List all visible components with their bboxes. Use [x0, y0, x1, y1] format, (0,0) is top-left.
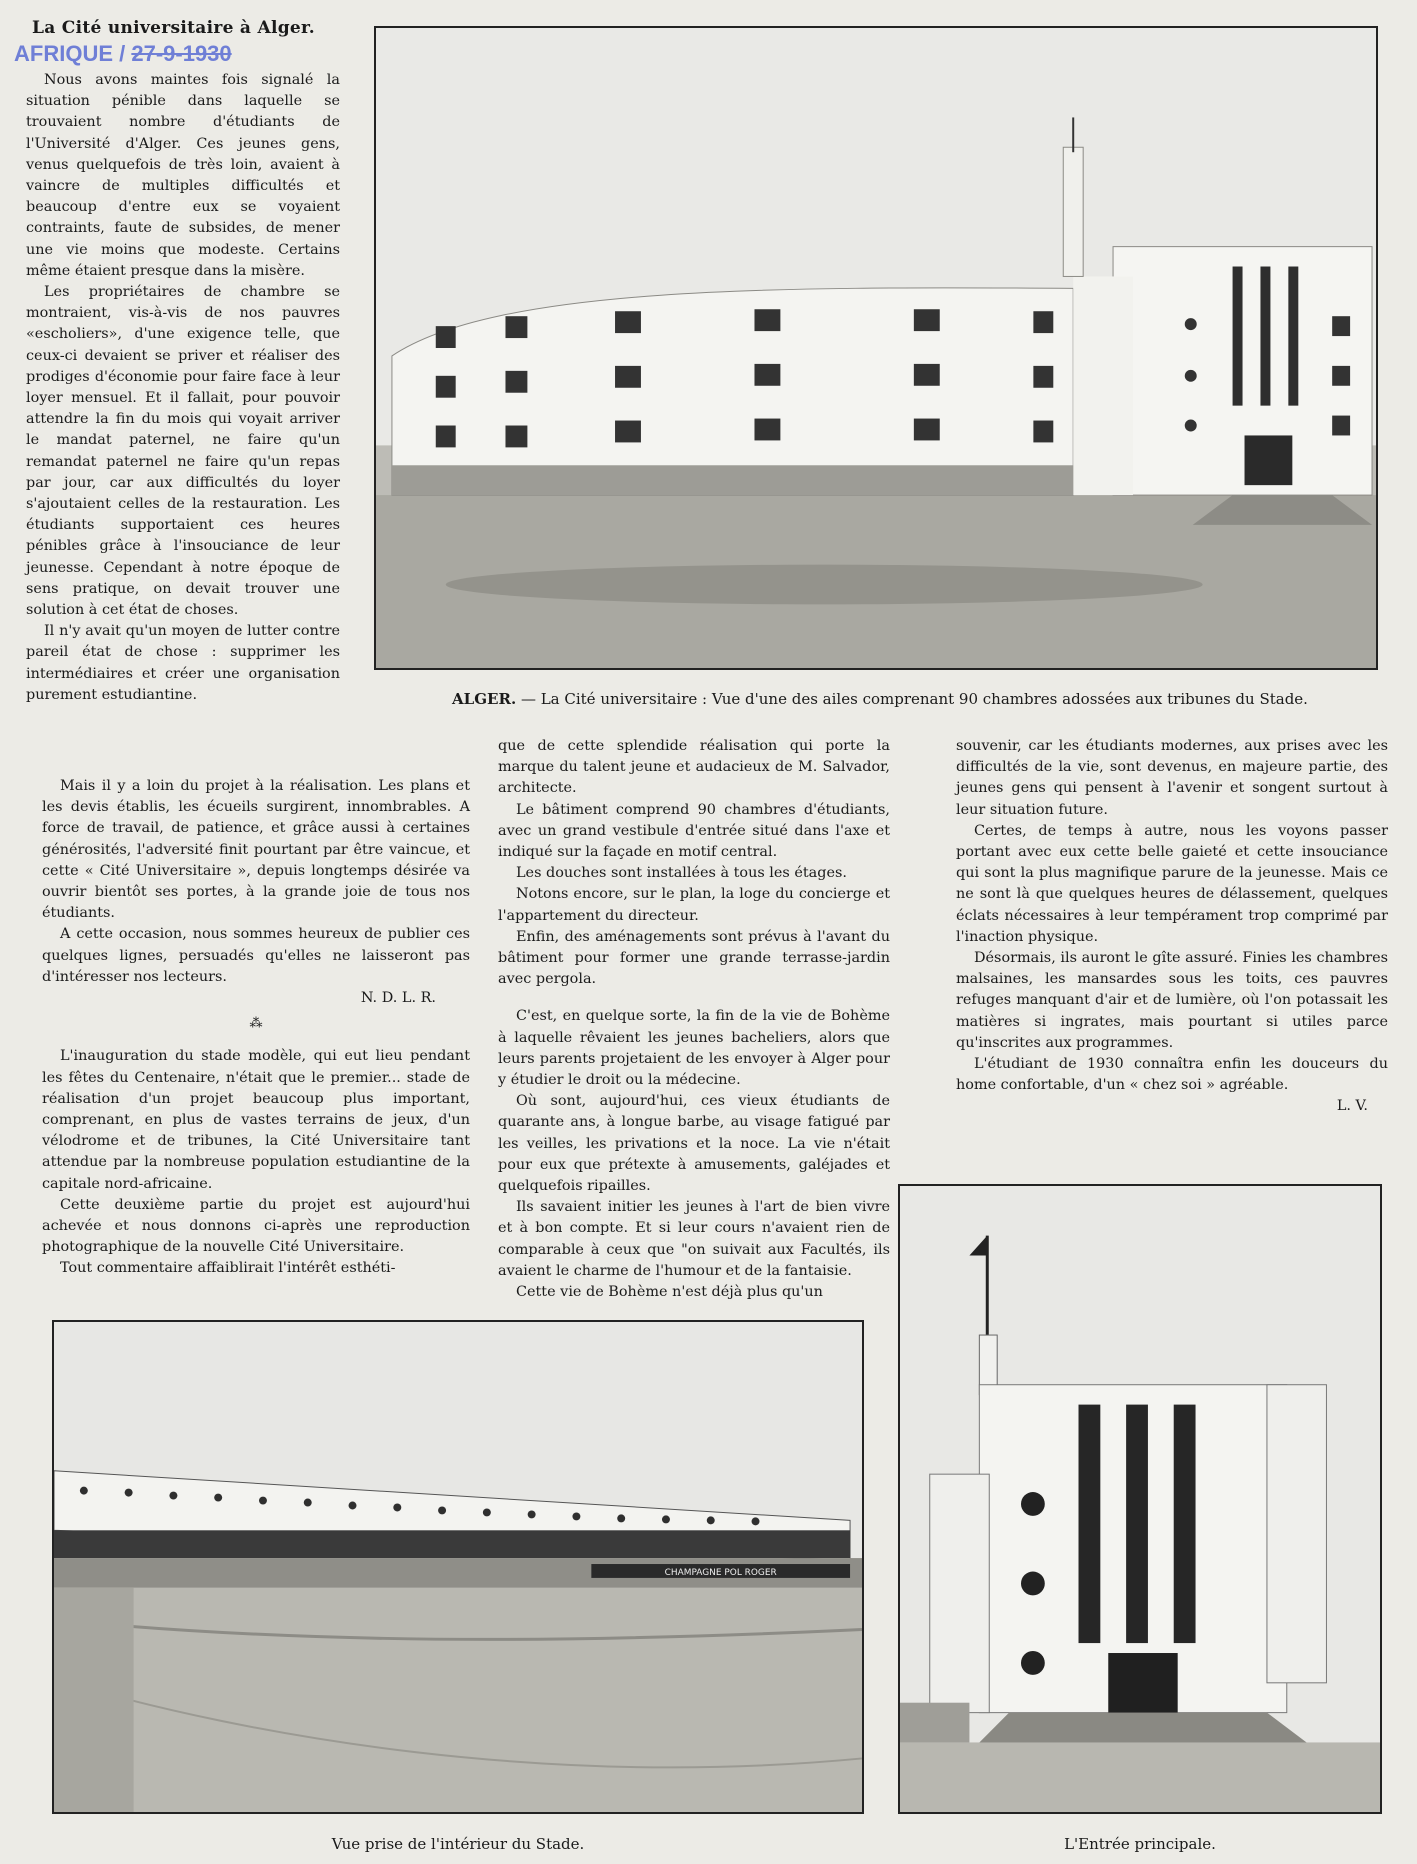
photo-stadium-interior	[52, 1320, 864, 1814]
paragraph: Cette vie de Bohème n'est déjà plus qu'un	[516, 1284, 823, 1301]
column-1-lower	[42, 776, 470, 1280]
stamp-date: 27-9-1930	[131, 41, 232, 66]
paragraph: Cette deuxième partie du projet est aujourd'hui achevée et nous donnons ci-après une reproduction photographique de la nouvelle Cité Universitaire.	[42, 1196, 470, 1256]
column-1-upper	[26, 70, 340, 706]
paragraph: Il n'y avait qu'un moyen de lutter contre pareil état de chose : supprimer les intermédiaires et créer une organisation purement estudiantine.	[26, 623, 340, 703]
paragraph: Mais il y a loin du projet à la réalisation. Les plans et les devis établis, les écueils surgirent, innombrables. A force de travail, de patience, et grâce aussi à certaines générosités, l'adversité finit pourtant par être vaincue, et cette « Cité Universitaire », depuis longtemps désirée va ouvrir bientôt ses portes, à la grande joie de tous nos étudiants.	[42, 778, 470, 922]
editor-signature: N. D. L. R.	[360, 990, 436, 1007]
stadium-photo-caption: Vue prise de l'intérieur du Stade.	[331, 1835, 585, 1853]
paragraph: L'inauguration du stade modèle, qui eut lieu pendant les fêtes du Centenaire, n'était que le premier... stade de réalisation d'un projet beaucoup plus important, comprenant, en plus de vastes terrains de jeux, d'un vélodrome et de tribunes, la Cité Universitaire tant attendue par la nombreuse population estudiantine de la capitale nord-africaine.	[42, 1048, 470, 1192]
photo-cite-universitaire	[374, 26, 1378, 670]
paragraph: C'est, en quelque sorte, la fin de la vie de Bohème à laquelle rêvaient les jeunes bacheliers, alors que leurs parents projetaient de les envoyer à Alger pour y étudier le droit ou la médecine.	[498, 1008, 890, 1089]
article-title: La Cité universitaire à Alger.	[32, 18, 315, 38]
paragraph: Ils savaient initier les jeunes à l'art de bien vivre et à bon compte. Et si leur cours n'avaient rien de comparable à ceux que "on suivait aux Facultés, ils avaient le charme de l'humour et de la fantaisie.	[498, 1199, 890, 1279]
caption-text: — La Cité universitaire : Vue d'une des ailes comprenant 90 chambres adossées aux tribunes du Stade.	[516, 690, 1308, 708]
column-2	[498, 736, 890, 1303]
paragraph: Le bâtiment comprend 90 chambres d'étudiants, avec un grand vestibule d'entrée situé dans l'axe et indiqué sur la façade en motif central.	[498, 801, 890, 861]
caption-place: ALGER.	[452, 690, 517, 708]
paragraph: Enfin, des aménagements sont prévus à l'avant du bâtiment pour former une grande terrasse-jardin avec pergola.	[498, 928, 890, 988]
paragraph: Les propriétaires de chambre se montraient, vis-à-vis de nos pauvres «escholiers», d'une exigence telle, que ceux-ci devaient se priver et réaliser des prodiges d'économie pour faire face à leur loyer mensuel. Et il fallait, pour pouvoir attendre la fin du mois qui voyait arriver le mandat paternel, ne faire qu'un remandat paternel ne faire qu'un repas par jour, car aux difficultés du loyer s'ajoutaient celles de la restauration. Les étudiants supportaient ces heures pénibles grâce à l'insouciance de leur jeunesse. Cependant à notre époque de sens pratique, on devait trouver une solution à cet état de choses.	[26, 284, 340, 619]
entrance-photo-caption: L'Entrée principale.	[1064, 1835, 1216, 1853]
paragraph: L'étudiant de 1930 connaîtra enfin les douceurs du home confortable, d'un « chez soi » agréable.	[956, 1056, 1388, 1094]
author-signature: L. V.	[1336, 1098, 1368, 1115]
paragraph: Les douches sont installées à tous les étages.	[516, 865, 847, 882]
paragraph: souvenir, car les étudiants modernes, aux prises avec les difficultés de la vie, sont devenus, en majeure partie, des jeunes gens qui pensent à l'avenir et songent surtout à leur situation future.	[956, 738, 1388, 818]
paragraph: Où sont, aujourd'hui, ces vieux étudiants de quarante ans, à longue barbe, au visage fatigué par les veilles, les privations et la noce. La vie n'était pour eux que prétexte à amusements, galéjades et quelquefois ripailles.	[498, 1093, 890, 1195]
source-stamp	[14, 41, 232, 67]
stamp-source: AFRIQUE /	[14, 41, 132, 66]
paragraph: Tout commentaire affaiblirait l'intérêt esthéti-	[60, 1260, 396, 1277]
paragraph: Certes, de temps à autre, nous les voyons passer portant avec eux cette belle gaieté et cette insouciance qui sont la plus magnifique parure de la jeunesse. Mais ce ne sont là que quelques heures de délassement, quelques éclats nécessaires à leur tempérament trop comprimé par l'inaction physique.	[956, 822, 1388, 945]
paragraph: Notons encore, sur le plan, la loge du concierge et l'appartement du directeur.	[498, 886, 890, 924]
paragraph: que de cette splendide réalisation qui porte la marque du talent jeune et audacieux de M. Salvador, architecte.	[498, 738, 890, 797]
ornament: ⁂	[249, 1016, 263, 1032]
paragraph: Désormais, ils auront le gîte assuré. Finies les chambres malsaines, les mansardes sous les toits, ces pauvres refuges manquant d'air et de lumière, où l'on potassait les matières si ingrates, mais pourtant si utiles parce qu'inscrites aux programmes.	[956, 950, 1388, 1051]
photo-main-entrance	[898, 1184, 1382, 1814]
stadium-signage: CHAMPAGNE POL ROGER	[664, 1567, 777, 1578]
column-3	[956, 736, 1388, 1118]
main-photo-caption	[380, 690, 1380, 708]
paragraph: A cette occasion, nous sommes heureux de publier ces quelques lignes, persuadés qu'elles ne laisseront pas d'intéresser nos lecteurs.	[42, 926, 470, 985]
paragraph: Nous avons maintes fois signalé la situation pénible dans laquelle se trouvaient nombre d'étudiants de l'Université d'Alger. Ces jeunes gens, venus quelquefois de très loin, avaient à vaincre de multiples difficultés et beaucoup d'entre eux se voyaient contraints, faute de subsides, de mener une vie moins que modeste. Certains même étaient presque dans la misère.	[26, 72, 340, 279]
